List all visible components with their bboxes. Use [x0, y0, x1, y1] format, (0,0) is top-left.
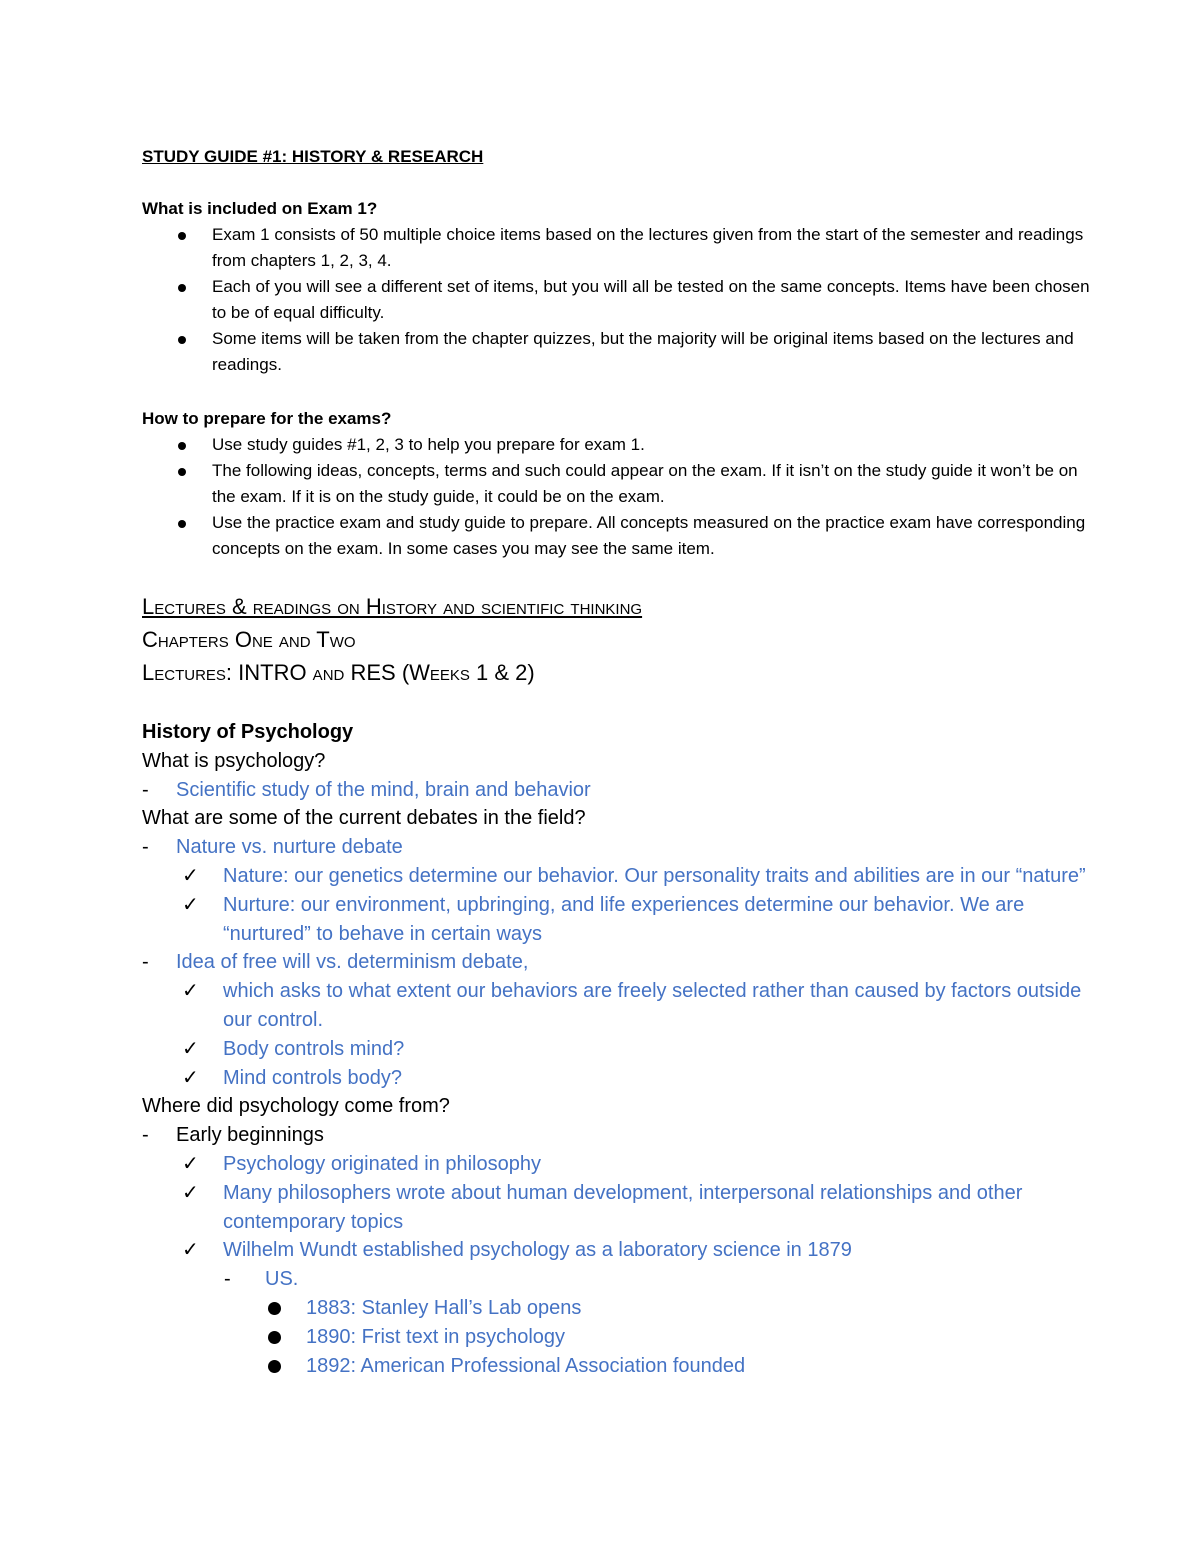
list-item	[142, 776, 1102, 805]
checkmark-icon: ✓	[182, 1152, 199, 1175]
debate-detail: Nurture: our environment, upbringing, and life experiences determine our behavior. We are “nurtured” to behave in certain ways	[223, 893, 1025, 945]
page-title: STUDY GUIDE #1: HISTORY & RESEARCH	[142, 147, 484, 166]
us-event: 1892: American Professional Association founded	[306, 1354, 746, 1377]
us-event: 1890: Frist text in psychology	[306, 1325, 566, 1348]
question-what-is-psychology: What is psychology?	[142, 749, 326, 772]
bullet-icon	[178, 336, 186, 344]
checkmark-icon: ✓	[182, 893, 199, 916]
bullet-text: Each of you will see a different set of items, but you will all be tested on the same concepts. Items have been chosen to be of equal difficulty.	[212, 277, 1090, 322]
bullet-icon	[178, 284, 186, 292]
prepare-section	[142, 406, 1102, 562]
list-item	[142, 1064, 1102, 1093]
bullet-icon	[268, 1331, 281, 1344]
exam-bullet-list	[142, 222, 1102, 378]
debate-detail: Nature: our genetics determine our behavior. Our personality traits and abilities are in our “nature”	[223, 864, 1086, 887]
bullet-text: The following ideas, concepts, terms and such could appear on the exam. If it isn’t on the study guide it won’t be on the exam. If it is on the study guide, it could be on the exam.	[212, 461, 1078, 506]
dash-marker: -	[142, 778, 149, 801]
question-origin: Where did psychology come from?	[142, 1095, 450, 1118]
bullet-icon	[178, 442, 186, 450]
checkmark-icon: ✓	[182, 1037, 199, 1060]
dash-marker: -	[224, 1268, 231, 1291]
us-label: US.	[265, 1268, 299, 1291]
list-item	[142, 1294, 1102, 1323]
early-detail: Many philosophers wrote about human development, interpersonal relationships and other contemporary topics	[223, 1181, 1023, 1233]
list-item	[142, 458, 1102, 510]
bullet-text: Some items will be taken from the chapter quizzes, but the majority will be original items based on the lectures and readings.	[212, 329, 1074, 374]
debate-title: Idea of free will vs. determinism debate,	[176, 951, 529, 974]
early-detail: Wilhelm Wundt established psychology as a laboratory science in 1879	[223, 1239, 852, 1262]
bullet-text: Use study guides #1, 2, 3 to help you prepare for exam 1.	[212, 435, 645, 454]
list-item	[142, 1236, 1102, 1265]
list-item	[142, 1265, 1102, 1294]
list-item	[142, 891, 1102, 949]
list-item	[142, 1323, 1102, 1352]
debate-title: Nature vs. nurture debate	[176, 836, 403, 859]
debate-detail: which asks to what extent our behaviors are freely selected rather than caused by factors outside our control.	[223, 980, 1082, 1031]
us-event: 1883: Stanley Hall’s Lab opens	[306, 1296, 582, 1319]
bullet-icon	[268, 1302, 281, 1315]
list-item	[142, 510, 1102, 562]
early-detail: Psychology originated in philosophy	[223, 1152, 541, 1175]
bullet-icon	[178, 468, 186, 476]
exam-section	[142, 196, 1102, 378]
bullet-icon	[178, 520, 186, 528]
list-item	[142, 432, 1102, 458]
list-item	[142, 1150, 1102, 1179]
debate-detail: Body controls mind?	[223, 1037, 405, 1060]
checkmark-icon: ✓	[182, 1239, 199, 1262]
dash-marker: -	[142, 951, 149, 974]
bullet-icon	[268, 1360, 281, 1373]
bullet-text: Exam 1 consists of 50 multiple choice items based on the lectures given from the start of the semester and readings from chapters 1, 2, 3, 4.	[212, 225, 1084, 270]
dash-marker: -	[142, 836, 149, 859]
list-item	[142, 977, 1102, 1035]
bullet-text: Use the practice exam and study guide to prepare. All concepts measured on the practice exam have corresponding concepts on the exam. In some cases you may see the same item.	[212, 513, 1086, 558]
prepare-bullet-list	[142, 432, 1102, 562]
list-item	[142, 948, 1102, 977]
checkmark-icon: ✓	[182, 1066, 199, 1089]
checkmark-icon: ✓	[182, 864, 199, 887]
exam-section-heading: What is included on Exam 1?	[142, 199, 378, 218]
question-current-debates: What are some of the current debates in the field?	[142, 807, 586, 830]
list-item	[142, 274, 1102, 326]
debate-detail: Mind controls body?	[223, 1066, 402, 1089]
checkmark-icon: ✓	[182, 1181, 199, 1204]
list-item	[142, 1035, 1102, 1064]
list-item	[142, 222, 1102, 274]
topic-heading: History of Psychology	[142, 721, 354, 743]
dash-marker: -	[142, 1124, 149, 1147]
notes-section	[142, 718, 1102, 1380]
heading-chapters: Chapters One and Two	[142, 627, 356, 652]
list-item	[142, 1352, 1102, 1381]
list-item	[142, 862, 1102, 891]
prepare-section-heading: How to prepare for the exams?	[142, 409, 392, 428]
heading-lectures-weeks: Lectures: INTRO and RES (Weeks 1 & 2)	[142, 660, 535, 685]
list-item	[142, 1121, 1102, 1150]
answer-text: Scientific study of the mind, brain and behavior	[176, 778, 591, 801]
checkmark-icon: ✓	[182, 980, 199, 1003]
early-beginnings-label: Early beginnings	[176, 1124, 324, 1147]
list-item	[142, 833, 1102, 862]
bullet-icon	[178, 232, 186, 240]
heading-lectures-readings: Lectures & readings on History and scientific thinking	[142, 594, 643, 619]
list-item	[142, 326, 1102, 378]
list-item	[142, 1179, 1102, 1237]
